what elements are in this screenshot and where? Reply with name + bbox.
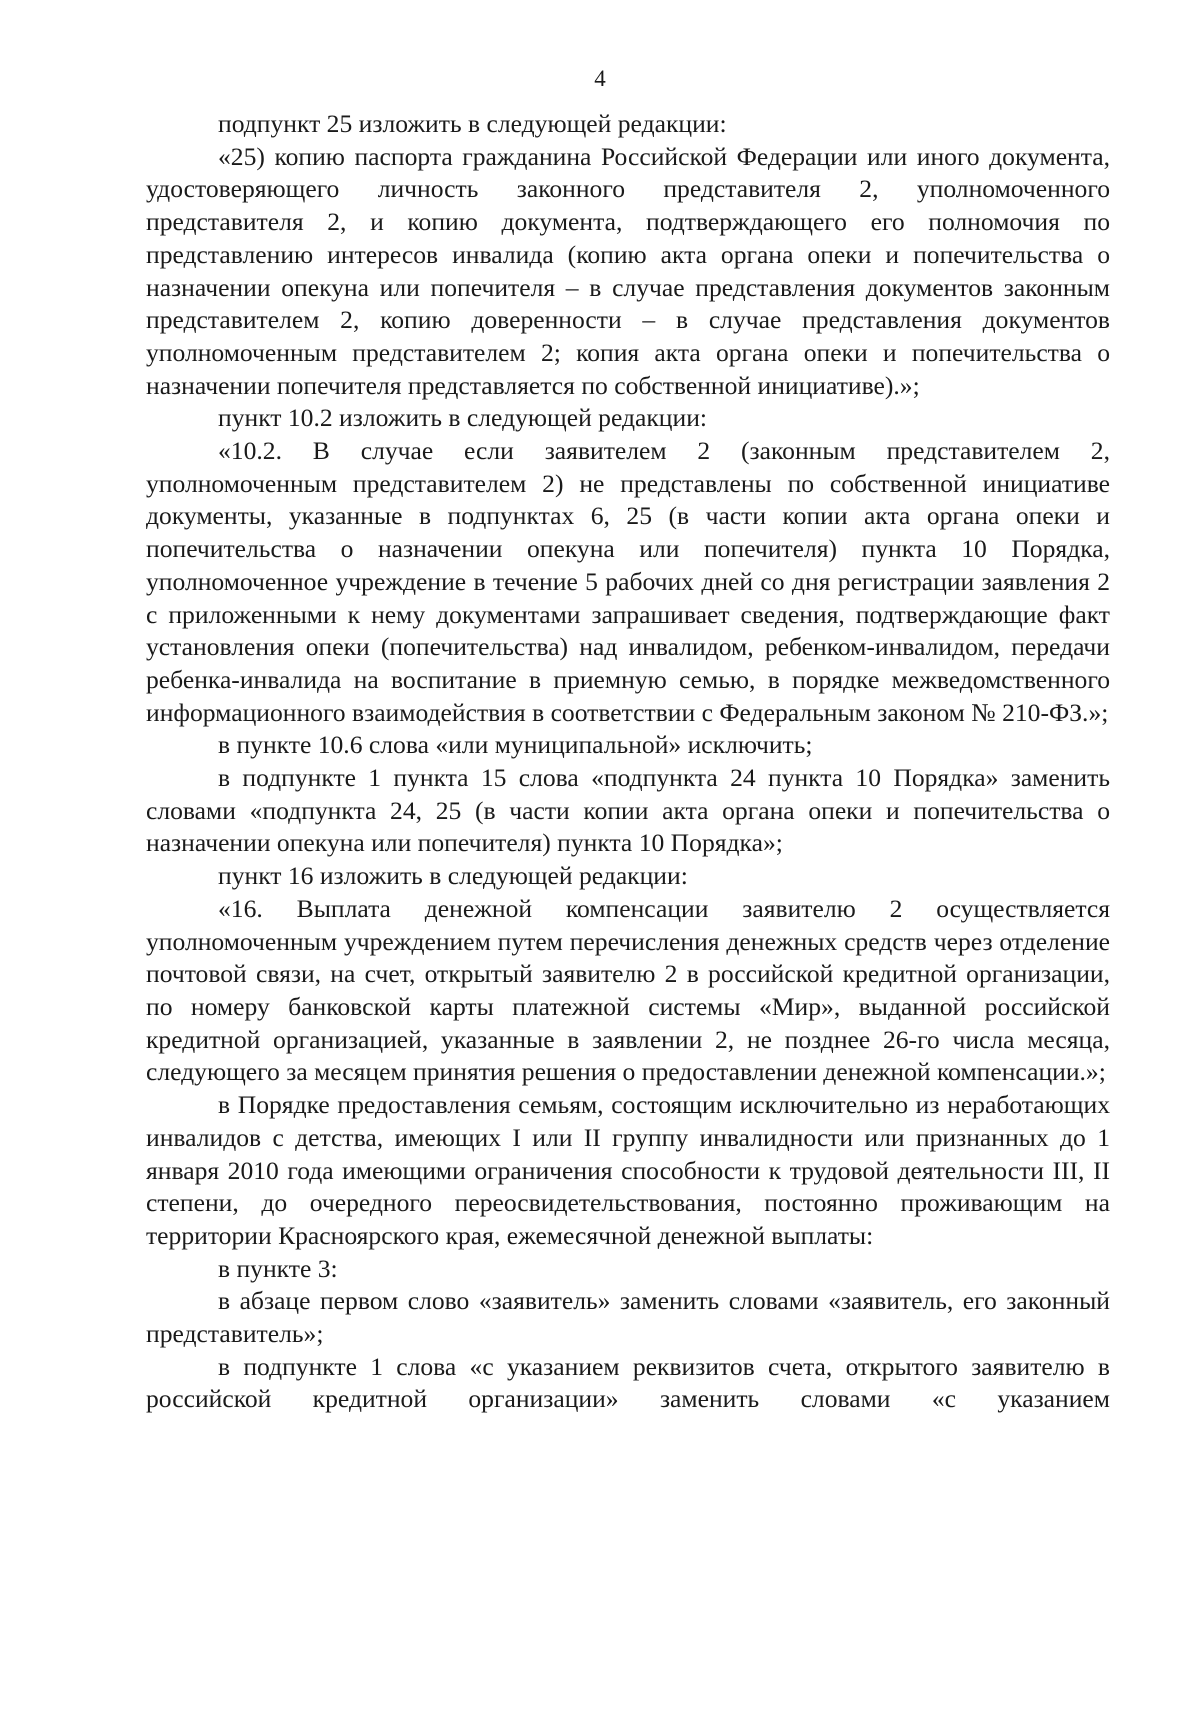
paragraph: в пункте 10.6 слова «или муниципальной» исключить; <box>218 730 813 760</box>
paragraph: «16. Выплата денежной компенсации заявителю 2 осуществляется уполномоченным учреждением путем перечисления денежных средств через отделение почтовой связи, на счет, открытый заявителю 2 в российской кредитной организации, по номеру банковской карты платежной системы «Мир», выданной российской кредитной организацией, указанные в заявлении 2, не позднее 26-го числа месяца, следующего за месяцем принятия решения о предоставлении денежной компенсации.»; <box>146 893 1110 1087</box>
document-body <box>146 108 1110 1416</box>
paragraph: в подпункте 1 пункта 15 слова «подпункта 24 пункта 10 Порядка» заменить словами «подпункта 24, 25 (в части копии акта органа опеки и попечительства о назначении опекуна или попечителя) пункта 10 Порядка»; <box>146 763 1110 858</box>
paragraph: «10.2. В случае если заявителем 2 (законным представителем 2, уполномоченным представителем 2) не представлены по собственной инициативе документы, указанные в подпунктах 6, 25 (в части копии акта органа опеки и попечительства о назначении опекуна или попечителя) пункта 10 Порядка, уполномоченное учреждение в течение 5 рабочих дней со дня регистрации заявления 2 с приложенными к нему документами запрашивает сведения, подтверждающие факт установления опеки (попечительства) над инвалидом, ребенком-инвалидом, передачи ребенка-инвалида на воспитание в приемную семью, в порядке межведомственного информационного взаимодействия в соответствии с Федеральным законом № 210-ФЗ.»; <box>146 436 1110 727</box>
page-number: 4 <box>594 66 606 91</box>
paragraph: пункт 16 изложить в следующей редакции: <box>218 861 688 891</box>
paragraph: пункт 10.2 изложить в следующей редакции: <box>218 403 708 433</box>
paragraph: в Порядке предоставления семьям, состоящим исключительно из неработающих инвалидов с детства, имеющих I или II группу инвалидности или признанных до 1 января 2010 года имеющими ограничения способности к трудовой деятельности III, II степени, до очередного переосвидетельствования, постоянно проживающим на территории Красноярского края, ежемесячной денежной выплаты: <box>146 1090 1110 1250</box>
paragraph: в подпункте 1 слова «с указанием реквизитов счета, открытого заявителю в российской кредитной организации» заменить словами «с указанием <box>146 1351 1110 1414</box>
paragraph: «25) копию паспорта гражданина Российской Федерации или иного документа, удостоверяющего личность законного представителя 2, уполномоченного представителя 2, и копию документа, подтверждающего его полномочия по представлению интересов инвалида (копию акта органа опеки и попечительства о назначении опекуна или попечителя – в случае представления документов законным представителем 2, копию доверенности – в случае представления документов уполномоченным представителем 2; копия акта органа опеки и попечительства о назначении попечителя представляется по собственной инициативе).»; <box>146 141 1110 400</box>
paragraph: в абзаце первом слово «заявитель» заменить словами «заявитель, его законный представитель»; <box>146 1286 1110 1349</box>
paragraph: подпункт 25 изложить в следующей редакции: <box>218 109 727 138</box>
paragraph: в пункте 3: <box>218 1253 338 1283</box>
